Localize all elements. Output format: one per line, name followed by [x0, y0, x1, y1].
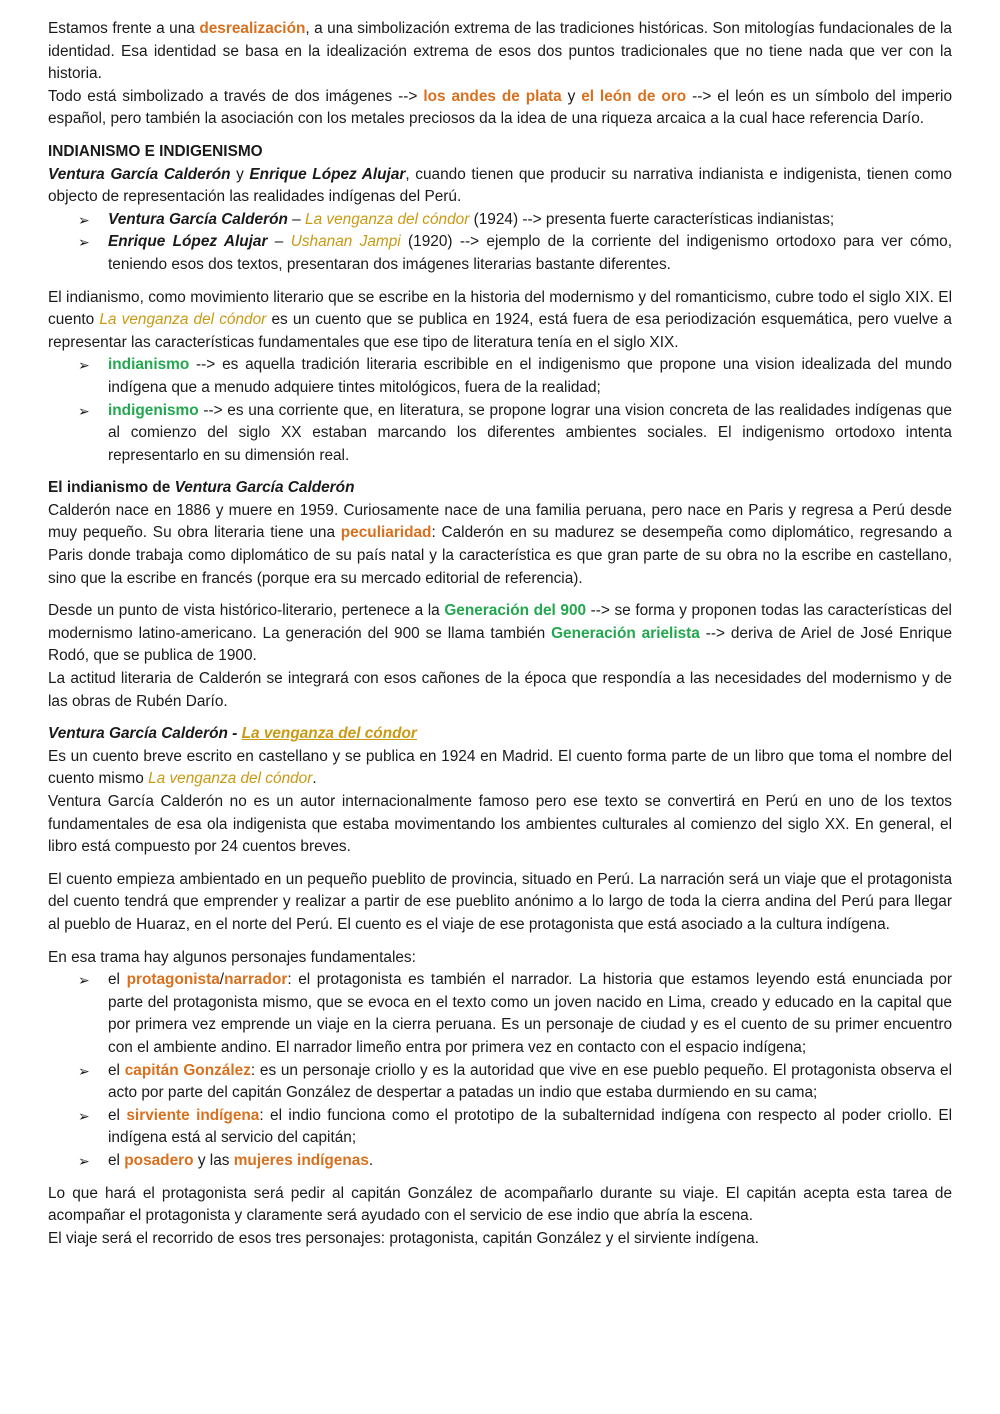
- arrow-bullet-icon: ➢: [78, 1152, 90, 1169]
- paragraph-autor-famoso: Ventura García Calderón no es un autor internacionalmente famoso pero ese texto se convertirá en Perú en uno de los textos fundamentales de esa ola indigenista que estaba movimentando los ambientes culturales al comienzo del siglo XX. En general, el libro está compuesto por 24 cuentos breves.: [48, 793, 952, 856]
- list-obras: [48, 209, 952, 277]
- heading-venganza: Ventura García Calderón - La venganza del cóndor: [48, 725, 417, 743]
- paragraph-ambientado: El cuento empieza ambientado en un pequeño pueblito de provincia, situado en Perú. La narración será un viaje que el protagonista del cuento tendrá que emprender y realizar a partir de ese pueblito anónimo a lo largo de toda la cierra andina del Perú para llegar al pueblo de Huaraz, en el norte del Perú. El cuento es el viaje de ese protagonista que está asociado a la cultura indígena.: [48, 870, 952, 933]
- list-personajes: [48, 969, 952, 1172]
- list-item: ➢ Ventura García Calderón – La venganza del cóndor (1924) --> presenta fuerte características indianistas;: [108, 209, 952, 232]
- paragraph-imagenes: Todo está simbolizado a través de dos imágenes --> los andes de plata y el león de oro --> el león es un símbolo del imperio español, pero también la asociación con los metales preciosos da la idea de una riqueza arcaica a la cual hace referencia Darío.: [48, 87, 953, 128]
- paragraph-generacion: Desde un punto de vista histórico-literario, pertenece a la Generación del 900 --> se forma y proponen todas las características del modernismo latino-americano. La generación del 900 se llama también Generación arielista --> deriva de Ariel de José Enrique Rodó, que se publica de 1900.: [48, 602, 953, 665]
- heading-indianismo-indigenismo: INDIANISMO E INDIGENISMO: [48, 142, 263, 160]
- paragraph-actitud: La actitud literaria de Calderón se integrará con esos cañones de la época que respondía a las necesidades del modernismo y de las obras de Rubén Darío.: [48, 670, 952, 710]
- arrow-bullet-icon: ➢: [78, 234, 90, 251]
- list-item: ➢ indianismo --> es aquella tradición literaria escribible en el indigenismo que propone una vision idealizada del mundo indígena que a menudo adquiere tintes mitológicos, fuera de la realidad;: [78, 356, 952, 396]
- list-item: ➢ Enrique López Alujar – Ushanan Jampi (1920) --> ejemplo de la corriente del indigenismo ortodoxo para ver cómo, teniendo esos dos textos, presentaran dos imágenes literarias bastante diferentes.: [78, 233, 952, 273]
- list-item: ➢ el protagonista/narrador: el protagonista es también el narrador. La historia que estamos leyendo está enunciada por parte del protagonista mismo, que se evoca en el texto como un joven nacido en Lima, creado y educado en la capital que por primera vez emprende un viaje en la cierra peruana. Es un personaje de ciudad y es el cuento de su primer encuentro con el ambiente andino. El narrador limeño entra por primera vez en contacto con el espacio indígena;: [78, 971, 952, 1056]
- arrow-bullet-icon: ➢: [78, 1107, 90, 1124]
- heading-indianismo-calderon: El indianismo de Ventura García Calderón: [48, 479, 355, 497]
- list-definiciones: [48, 354, 952, 467]
- list-item: ➢ el capitán González: es un personaje criollo y es la autoridad que vive en ese pueblo pequeño. El protagonista observa el acto por parte del capitán González de despertar a patadas un indio que estaba durmiendo en su cama;: [78, 1061, 952, 1102]
- paragraph-viaje-pedido: Lo que hará el protagonista será pedir al capitán González de acompañarlo durante su viaje. El capitán acepta esta tarea de acompañar el protagonista y claramente será ayudado con el servicio de ese indio que abría la escena.: [48, 1184, 952, 1225]
- paragraph-personajes-intro: En esa trama hay algunos personajes fundamentales:: [48, 948, 416, 966]
- paragraph-indianismo-historia: El indianismo, como movimiento literario que se escribe en la historia del modernismo y del romanticismo, cubre todo el siglo XIX. El cuento La venganza del cóndor es un cuento que se publica en 1924, está fuera de esa periodización esquemática, pero vuelve a representar las características fundamentales que ese tipo de literatura tenía en el siglo XIX.: [48, 288, 952, 351]
- arrow-bullet-icon: ➢: [78, 211, 90, 228]
- list-item: ➢ el posadero y las mujeres indígenas.: [108, 1150, 952, 1173]
- paragraph-viaje-recorrido: El viaje será el recorrido de esos tres personajes: protagonista, capitán González y el sirviente indígena.: [48, 1229, 759, 1247]
- highlight-desrealizacion: desrealización: [199, 20, 306, 37]
- paragraph-biografia: Calderón nace en 1886 y muere en 1959. Curiosamente nace de una familia peruana, pero nace en Paris y regresa a Perú desde muy pequeño. Su obra literaria tiene una peculiaridad: Calderón en su madurez se desempeña como diplomático, regresando a Paris donde trabaja como diplomático de su país natal y la característica es que gran parte de su obra no la escribe en castellano, sino que la escribe en francés (porque era su mercado editorial de referencia).: [48, 501, 952, 587]
- paragraph-desrealizacion: Estamos frente a una desrealización, a una simbolización extrema de las tradiciones históricas. Son mitologías fundacionales de la identidad. Esa identidad se basa en la idealización extrema de esos dos puntos tradicionales que no tiene nada que ver con la historia.: [48, 20, 952, 83]
- arrow-bullet-icon: ➢: [78, 402, 90, 419]
- arrow-bullet-icon: ➢: [78, 357, 90, 374]
- list-item: ➢ el sirviente indígena: el indio funciona como el prototipo de la subalternidad indígena con respecto al poder criollo. El indígena está al servicio del capitán;: [78, 1106, 952, 1147]
- highlight-leon: el león de oro: [581, 87, 687, 105]
- list-item: ➢ indigenismo --> es una corriente que, en literatura, se propone lograr una vision concreta de las realidades indígenas que al comienzo del siglo XX estaban marcando los diferentes ambientes sociales. El indigenismo ortodoxo intenta representarlo en su dimensión real.: [78, 401, 952, 464]
- arrow-bullet-icon: ➢: [78, 972, 90, 989]
- highlight-andes: los andes de plata: [423, 87, 562, 105]
- paragraph-autores: Ventura García Calderón y Enrique López Alujar, cuando tienen que producir su narrativa indianista e indigenista, tienen como objecto de representación las realidades indígenas del Perú.: [48, 165, 952, 206]
- paragraph-cuento-breve: Es un cuento breve escrito en castellano y se publica en 1924 en Madrid. El cuento forma parte de un libro que toma el nombre del cuento mismo La venganza del cóndor.: [48, 747, 952, 788]
- arrow-bullet-icon: ➢: [78, 1062, 90, 1079]
